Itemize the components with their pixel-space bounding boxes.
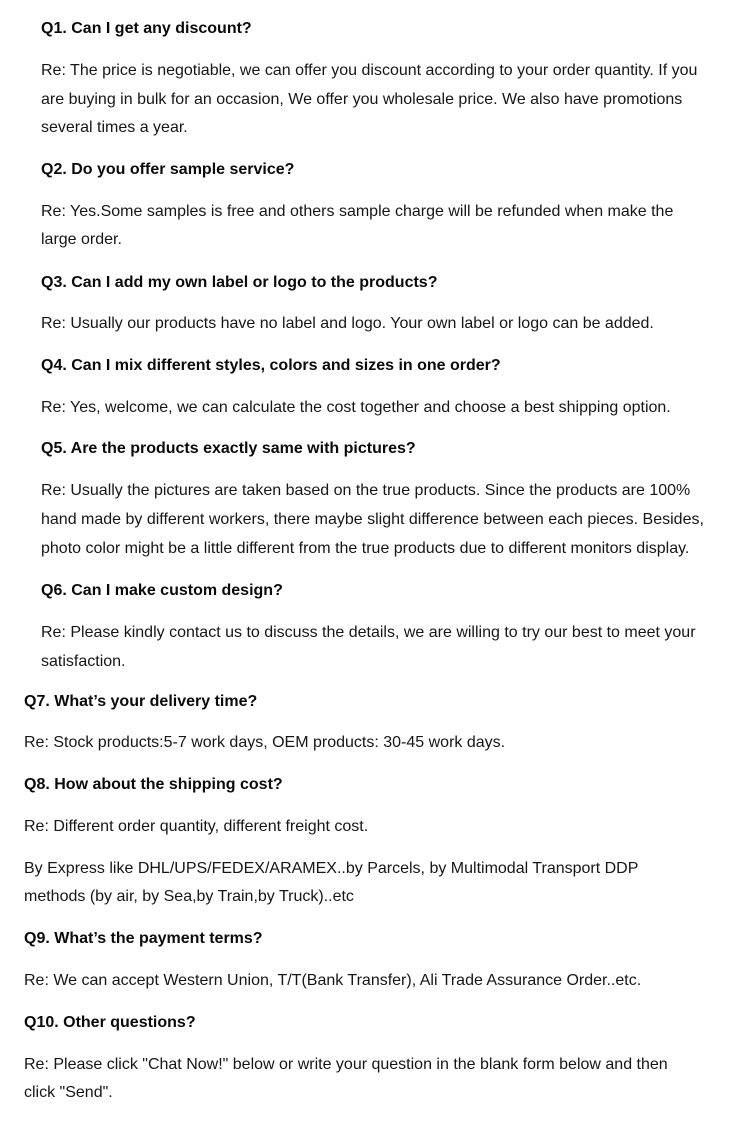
faq-answer-6-line-2: satisfaction. (41, 653, 126, 670)
faq-answer-7-line-1: Re: Stock products:5-7 work days, OEM products: 30-45 work days. (24, 734, 506, 751)
faq-answer-1-line-1: Re: The price is negotiable, we can offer you discount according to your order quantity. If you (41, 62, 698, 79)
faq-answer-10-line-1: Re: Please click "Chat Now!" below or write your question in the blank form below and then (24, 1056, 668, 1073)
faq-answer-5-line-1: Re: Usually the pictures are taken based on the true products. Since the products are 100% (41, 482, 691, 499)
faq-question-9: Q9. What’s the payment terms? (24, 930, 263, 947)
faq-answer-10-line-2: click "Send". (24, 1084, 113, 1101)
faq-answer-8-line-3: methods (by air, by Sea,by Train,by Truck)..etc (24, 888, 354, 905)
faq-answer-5-line-3: photo color might be a little different from the true products due to different monitors display. (41, 540, 690, 557)
faq-question-8: Q8. How about the shipping cost? (24, 776, 283, 793)
faq-answer-1-line-3: several times a year. (41, 119, 188, 136)
faq-question-2: Q2. Do you offer sample service? (41, 161, 295, 178)
faq-answer-8-line-1: Re: Different order quantity, different freight cost. (24, 818, 369, 835)
faq-answer-8-line-2: By Express like DHL/UPS/FEDEX/ARAMEX..by Parcels, by Multimodal Transport DDP (24, 860, 639, 877)
faq-question-1: Q1. Can I get any discount? (41, 20, 252, 37)
faq-answer-4-line-1: Re: Yes, welcome, we can calculate the cost together and choose a best shipping option. (41, 399, 671, 416)
faq-answer-6-line-1: Re: Please kindly contact us to discuss the details, we are willing to try our best to meet your (41, 624, 696, 641)
faq-answer-2-line-2: large order. (41, 231, 122, 248)
faq-answer-2-line-1: Re: Yes.Some samples is free and others sample charge will be refunded when make the (41, 203, 674, 220)
faq-answer-5-line-2: hand made by different workers, there maybe slight difference between each pieces. Besides, (41, 511, 704, 528)
faq-question-3: Q3. Can I add my own label or logo to the products? (41, 274, 438, 291)
faq-question-10: Q10. Other questions? (24, 1014, 196, 1031)
faq-answer-1-line-2: are buying in bulk for an occasion, We offer you wholesale price. We also have promotions (41, 91, 683, 108)
faq-question-6: Q6. Can I make custom design? (41, 582, 283, 599)
faq-question-4: Q4. Can I mix different styles, colors and sizes in one order? (41, 357, 501, 374)
faq-question-7: Q7. What’s your delivery time? (24, 693, 258, 710)
faq-question-5: Q5. Are the products exactly same with pictures? (41, 440, 416, 457)
faq-answer-9-line-1: Re: We can accept Western Union, T/T(Bank Transfer), Ali Trade Assurance Order..etc. (24, 972, 642, 989)
faq-answer-3-line-1: Re: Usually our products have no label and logo. Your own label or logo can be added. (41, 315, 654, 332)
